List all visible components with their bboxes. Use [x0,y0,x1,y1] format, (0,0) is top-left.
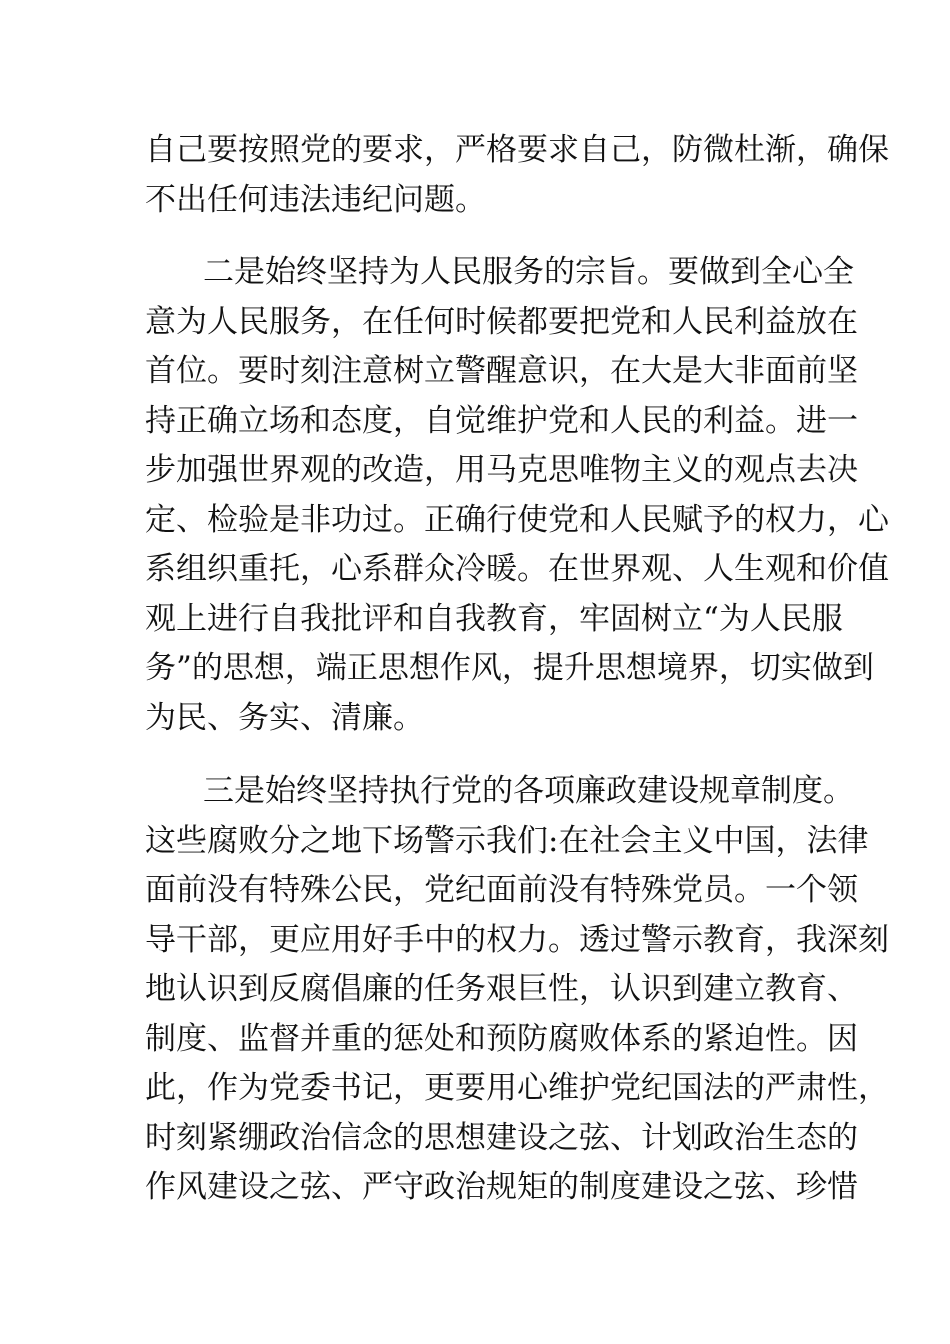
paragraph-line: 首位。要时刻注意树立警醒意识，在大是大非面前坚 [145,353,858,389]
paragraph-line: 为民、务实、清廉。 [145,699,424,736]
paragraph-line: 务”的思想，端正思想作风，提升思想境界，切实做到 [145,650,874,686]
paragraph-line: 这些腐败分之地下场警示我们:在社会主义中国，法律 [145,822,869,859]
paragraph-3 [145,767,889,1213]
paragraph-line: 二是始终坚持为人民服务的宗旨。要做到全心全 [203,254,854,290]
paragraph-line: 自己要按照党的要求，严格要求自己，防微杜渐，确保 [145,132,889,168]
paragraph-line: 地认识到反腐倡廉的任务艰巨性，认识到建立教育、 [145,971,858,1007]
paragraph-line: 导干部，更应用好手中的权力。透过警示教育，我深刻 [145,921,889,958]
paragraph-line: 三是始终坚持执行党的各项廉政建设规章制度。 [203,773,854,809]
paragraph-line: 持正确立场和态度，自觉维护党和人民的利益。进一 [145,402,858,439]
paragraph-line: 制度、监督并重的惩处和预防腐败体系的紧迫性。因 [145,1020,858,1057]
paragraph-1 [145,126,889,225]
paragraph-line: 观上进行自我批评和自我教育，牢固树立“为人民服 [145,600,843,637]
paragraph-line: 面前没有特殊公民，党纪面前没有特殊党员。一个领 [145,872,858,908]
paragraph-line: 步加强世界观的改造，用马克思唯物主义的观点去决 [145,452,858,488]
paragraph-line: 意为人民服务，在任何时候都要把党和人民利益放在 [145,303,858,340]
paragraph-line: 此，作为党委书记，更要用心维护党纪国法的严肃性， [145,1070,889,1106]
paragraph-2 [145,248,889,743]
paragraph-line: 系组织重托，心系群众冷暖。在世界观、人生观和价值 [145,551,889,587]
paragraph-line: 时刻紧绷政治信念的思想建设之弦、计划政治生态的 [145,1119,858,1156]
paragraph-line: 不出任何违法违纪问题。 [145,181,486,218]
paragraph-line: 作风建设之弦、严守政治规矩的制度建设之弦、珍惜 [145,1169,858,1205]
paragraph-line: 定、检验是非功过。正确行使党和人民赋予的权力，心 [145,501,889,538]
